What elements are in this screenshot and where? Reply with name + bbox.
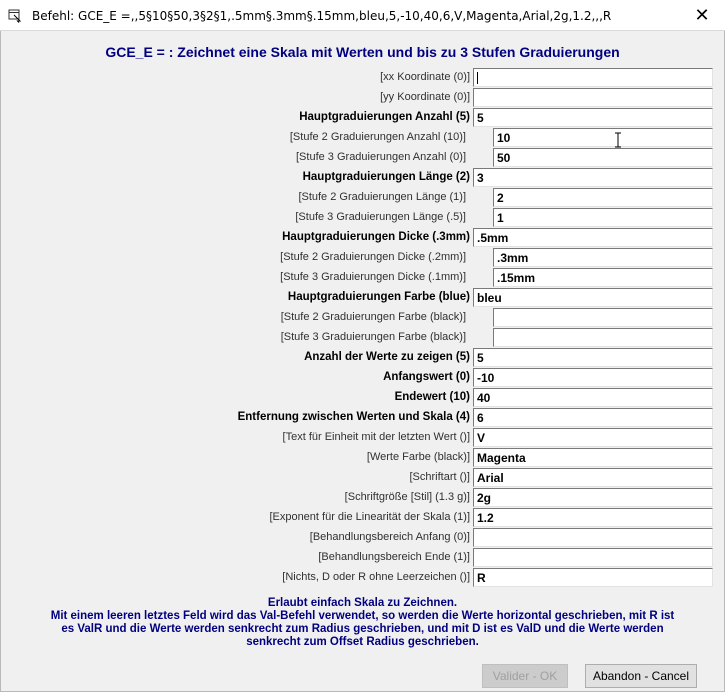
form-row (0, 348, 725, 368)
app-icon (8, 9, 22, 23)
cancel-button[interactable]: Abandon - Cancel (585, 664, 697, 688)
form-row (0, 408, 725, 428)
form-row (0, 88, 725, 108)
field-label: [Nichts, D oder R ohne Leerzeichen ()] (282, 571, 470, 583)
form-row (0, 168, 725, 188)
field-input[interactable]: 1.2 (473, 508, 713, 527)
text-cursor-icon (613, 132, 623, 148)
field-input[interactable]: 5 (473, 108, 713, 127)
field-label: [Behandlungsbereich Ende (1)] (318, 551, 470, 563)
field-input[interactable]: 10 (493, 128, 713, 147)
field-label: [Text für Einheit mit der letzten Wert ()] (282, 431, 470, 443)
form-row (0, 288, 725, 308)
field-label: Hauptgraduierungen Länge (2) (302, 171, 470, 183)
window-title: Befehl: GCE_E =,,5§10§50,3§2§1,.5mm§.3mm§.15mm,bleu,5,-10,40,6,V,Magenta,Arial,2g,1.2,,,R (32, 9, 612, 23)
form-row (0, 228, 725, 248)
field-input[interactable]: R (473, 568, 713, 587)
field-input[interactable] (473, 548, 713, 567)
field-input[interactable]: .15mm (493, 268, 713, 287)
help-line-1: Erlaubt einfach Skala zu Zeichnen. (267, 597, 458, 609)
field-label: [yy Koordinate (0)] (380, 91, 470, 103)
field-label: Hauptgraduierungen Anzahl (5) (299, 111, 470, 123)
field-input[interactable] (473, 528, 713, 547)
form-row (0, 108, 725, 128)
form-row (0, 248, 725, 268)
form-row (0, 208, 725, 228)
dialog-heading: GCE_E = : Zeichnet eine Skala mit Werten und bis zu 3 Stufen Graduierungen (105, 44, 620, 60)
field-label: [Schriftgröße [Stil] (1.3 g)] (344, 491, 470, 503)
field-label: [Stufe 3 Graduierungen Anzahl (0)] (296, 151, 466, 163)
field-input[interactable]: V (473, 428, 713, 447)
field-label: Hauptgraduierungen Dicke (.3mm) (282, 231, 470, 243)
field-label: [Werte Farbe (black)] (366, 451, 470, 463)
field-input[interactable]: Arial (473, 468, 713, 487)
form-row (0, 468, 725, 488)
close-button[interactable] (679, 0, 725, 30)
field-label: [Stufe 2 Graduierungen Farbe (black)] (280, 311, 466, 323)
form-row (0, 488, 725, 508)
field-input[interactable] (493, 328, 713, 347)
field-label: Entfernung zwischen Werten und Skala (4) (237, 411, 470, 423)
field-input[interactable]: 3 (473, 168, 713, 187)
title-bar (0, 0, 725, 31)
field-label: Anfangswert (0) (383, 371, 470, 383)
form-row (0, 548, 725, 568)
field-label: [Stufe 2 Graduierungen Dicke (.2mm)] (280, 251, 466, 263)
field-label: [xx Koordinate (0)] (380, 71, 470, 83)
help-line-2: Mit einem leeren letztes Feld wird das Val-Befehl verwendet, so werden die Werte horizontal geschrieben, mit R ist (50, 610, 675, 622)
form-row (0, 68, 725, 88)
form-row (0, 328, 725, 348)
field-label: Anzahl der Werte zu zeigen (5) (304, 351, 470, 363)
field-input[interactable]: .3mm (493, 248, 713, 267)
field-label: Endewert (10) (394, 391, 470, 403)
field-input[interactable]: 6 (473, 408, 713, 427)
form-row (0, 568, 725, 588)
form-row (0, 428, 725, 448)
field-label: [Stufe 3 Graduierungen Länge (.5)] (295, 211, 466, 223)
help-line-4: senkrecht zum Offset Radius geschrieben. (246, 636, 479, 648)
field-input[interactable] (493, 308, 713, 327)
field-input[interactable]: 1 (493, 208, 713, 227)
form-row (0, 448, 725, 468)
field-label: [Stufe 3 Graduierungen Farbe (black)] (280, 331, 466, 343)
field-input[interactable] (473, 88, 713, 107)
field-label: [Stufe 3 Graduierungen Dicke (.1mm)] (280, 271, 466, 283)
help-line-3: es ValR und die Werte werden senkrecht zum Radius geschrieben, und mit D ist es ValD und die Werte werden (61, 623, 664, 635)
ok-button[interactable]: Valider - OK (482, 664, 568, 688)
form-row (0, 388, 725, 408)
field-input[interactable]: -10 (473, 368, 713, 387)
field-input[interactable]: 5 (473, 348, 713, 367)
field-label: [Stufe 2 Graduierungen Länge (1)] (298, 191, 466, 203)
field-input[interactable]: bleu (473, 288, 713, 307)
field-input[interactable]: 2 (493, 188, 713, 207)
form-row (0, 368, 725, 388)
field-label: Hauptgraduierungen Farbe (blue) (287, 291, 470, 303)
form-row (0, 148, 725, 168)
field-label: [Schriftart ()] (409, 471, 470, 483)
field-input[interactable]: 50 (493, 148, 713, 167)
field-label: [Stufe 2 Graduierungen Anzahl (10)] (289, 131, 466, 143)
close-icon: ✕ (694, 4, 710, 26)
field-label: [Exponent für die Linearität der Skala (1)] (269, 511, 470, 523)
form-row (0, 188, 725, 208)
field-input[interactable]: 40 (473, 388, 713, 407)
form-row (0, 308, 725, 328)
help-text (0, 597, 725, 649)
caret (477, 72, 478, 84)
field-input[interactable]: .5mm (473, 228, 713, 247)
field-label: [Behandlungsbereich Anfang (0)] (309, 531, 470, 543)
field-input[interactable] (473, 68, 713, 87)
form-row (0, 268, 725, 288)
field-input[interactable]: 2g (473, 488, 713, 507)
form-row (0, 528, 725, 548)
field-input[interactable]: Magenta (473, 448, 713, 467)
form-row (0, 508, 725, 528)
